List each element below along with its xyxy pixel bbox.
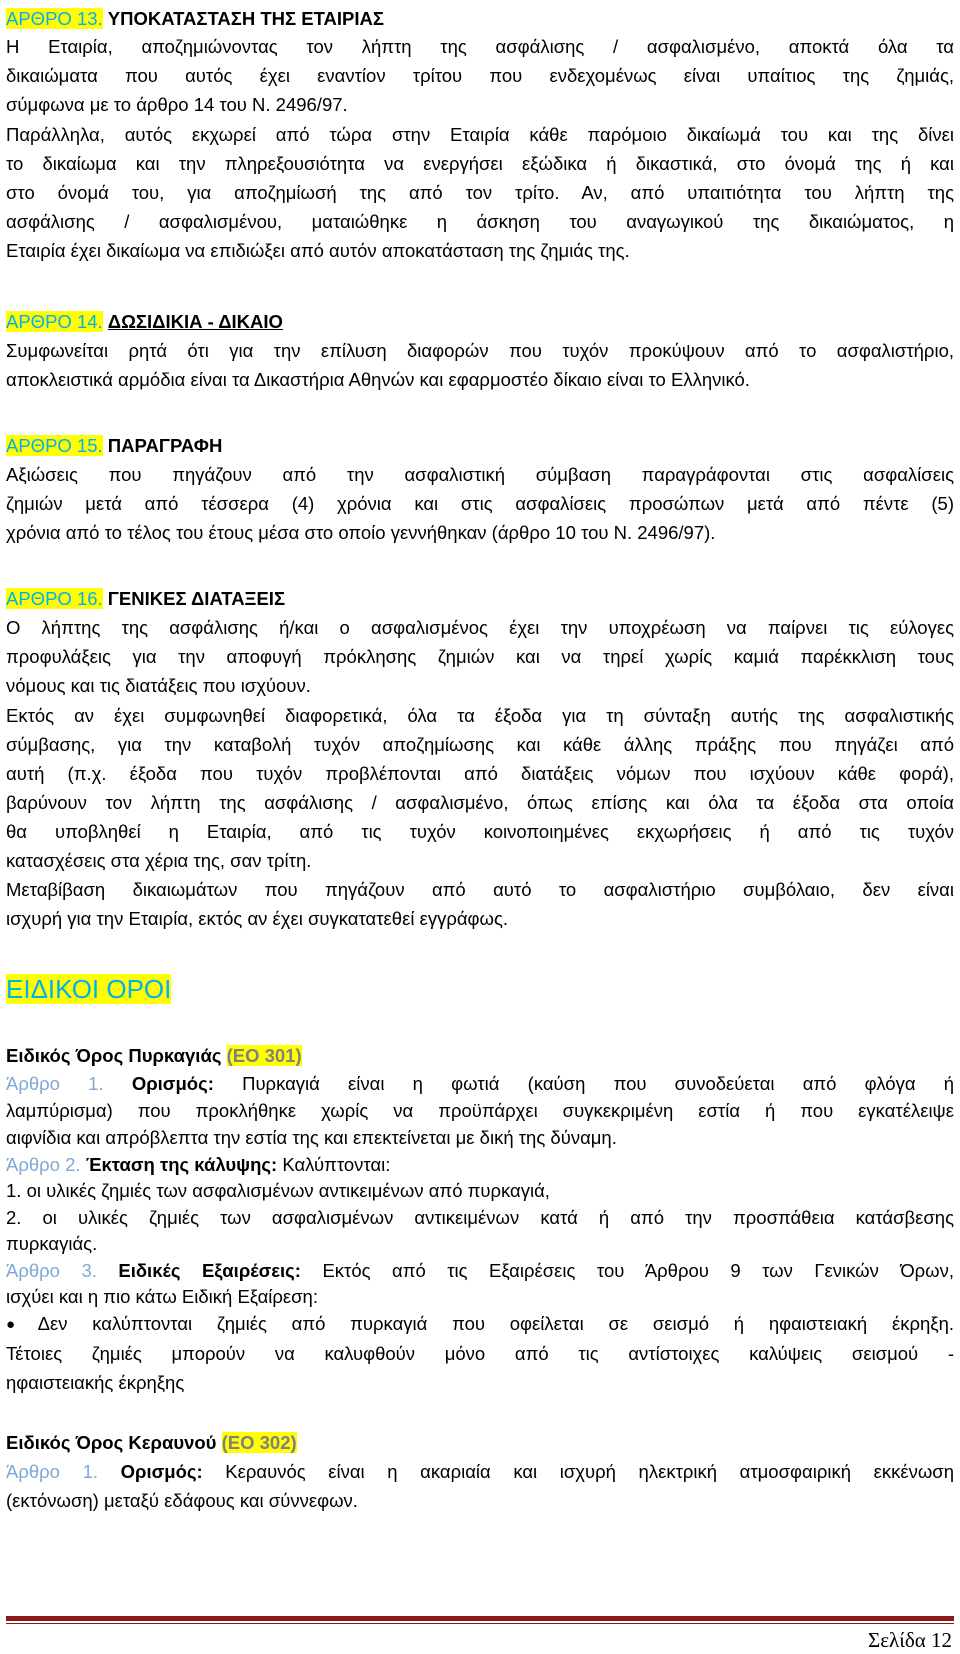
- eo301-article-1: [6, 1071, 954, 1097]
- article-15-title: ΠΑΡΑΓΡΑΦΗ: [107, 435, 223, 456]
- article-13-label: ΑΡΘΡΟ 13.: [6, 8, 103, 29]
- eo301-code: (ΕΟ 301): [226, 1045, 302, 1066]
- article-16-line: Ο λήπτης της ασφάλισης ή/και ο ασφαλισμένος έχει την υποχρέωση να παίρνει τις εύλογες: [6, 617, 954, 638]
- article-16-line: Μεταβίβαση δικαιωμάτων που πηγάζουν από αυτό το ασφαλιστήριο συμβόλαιο, δεν είναι: [6, 879, 954, 900]
- article-16-line: Εκτός αν έχει συμφωνηθεί διαφορετικά, όλα τα έξοδα για τη σύνταξη αυτής της ασφαλιστικής: [6, 705, 954, 726]
- eo301-article-3-term: Ειδικές Εξαιρέσεις:: [118, 1260, 301, 1281]
- article-15-line: Αξιώσεις που πηγάζουν από την ασφαλιστική σύμβαση παραγράφονται στις ασφαλίσεις: [6, 464, 954, 485]
- eo301-list-item: 2. οι υλικές ζημιές των ασφαλισμένων αντικειμένων κατά ή από την προσπάθεια κατάσβεσης: [6, 1207, 954, 1228]
- eo301-article-2: [6, 1152, 954, 1178]
- footer-rule: [6, 1616, 954, 1621]
- article-14-title: ΔΩΣΙΔΙΚΙΑ - ΔΙΚΑΙΟ: [107, 311, 283, 332]
- eo301-line: πυρκαγιάς.: [6, 1233, 98, 1254]
- article-16-label: ΑΡΘΡΟ 16.: [6, 588, 103, 609]
- article-16-line: σύμβασης, για την καταβολή τυχόν αποζημίωσης και κάθε άλλης πράξης που πηγάζει από: [6, 734, 954, 755]
- article-13-line: ασφάλισης / ασφαλισμένου, ματαιώθηκε η άσκηση του αναγωγικού της δικαιώματος, η: [6, 211, 954, 232]
- article-13-line: Η Εταιρία, αποζημιώνοντας τον λήπτη της ασφάλισης / ασφαλισμένο, αποκτά όλα τα: [6, 36, 954, 57]
- eo301-line: Τέτοιες ζημιές μπορούν να καλυφθούν μόνο από τις αντίστοιχες καλύψεις σεισμού -: [6, 1343, 954, 1364]
- eo301-article-3: [6, 1258, 954, 1284]
- eo302-article-1-term: Ορισμός:: [120, 1461, 203, 1482]
- article-13-title: ΥΠΟΚΑΤΑΣΤΑΣΗ ΤΗΣ ΕΤΑΙΡΙΑΣ: [107, 8, 384, 29]
- eo301-article-3-label: Άρθρο 3.: [6, 1260, 97, 1281]
- article-16-line: ισχυρή για την Εταιρία, εκτός αν έχει συγκατατεθεί εγγράφως.: [6, 908, 509, 929]
- article-13-line: το δικαίωμα και την πληρεξουσιότητα να ενεργήσει εξώδικα ή δικαστικά, στο όνομά της ή και: [6, 153, 954, 174]
- eo301-bullet-text: Δεν καλύπτονται ζημιές από πυρκαγιά που οφείλεται σε σεισμό ή ηφαιστειακή έκρηξη.: [37, 1313, 954, 1334]
- article-16-line: κατασχέσεις στα χέρια της, σαν τρίτη.: [6, 850, 312, 871]
- article-15-label: ΑΡΘΡΟ 15.: [6, 435, 103, 456]
- eo301-article-2-text: Καλύπτονται:: [282, 1154, 391, 1175]
- article-16-line: αυτή (π.χ. έξοδα που τυχόν προβλέπονται από διατάξεις νόμων που ισχύουν κάθε φορά),: [6, 763, 954, 784]
- article-14-line: αποκλειστικά αρμόδια είναι τα Δικαστήρια Αθηνών και εφαρμοστέο δίκαιο είναι το Ελληνικό.: [6, 369, 750, 390]
- article-15-line: χρόνια από το τέλος του έτους μέσα στο οποίο γεννήθηκαν (άρθρο 10 του Ν. 2496/97).: [6, 522, 716, 543]
- eo302-heading: [6, 1430, 954, 1456]
- eo301-article-2-term: Έκταση της κάλυψης:: [85, 1154, 278, 1175]
- eo301-heading: [6, 1043, 954, 1069]
- eo301-list-item: 1. οι υλικές ζημιές των ασφαλισμένων αντικειμένων από πυρκαγιά,: [6, 1180, 550, 1201]
- article-16-line: βαρύνουν τον λήπτη της ασφάλισης / ασφαλισμένο, όπως επίσης και όλα τα έξοδα στα οποία: [6, 792, 954, 813]
- article-16-title: ΓΕΝΙΚΕΣ ΔΙΑΤΑΞΕΙΣ: [107, 588, 286, 609]
- eo302-code: (ΕΟ 302): [221, 1432, 297, 1453]
- article-16-line: νόμους και τις διατάξεις που ισχύουν.: [6, 675, 311, 696]
- eo302-article-1-label: Άρθρο 1.: [6, 1461, 99, 1482]
- eo301-title: Ειδικός Όρος Πυρκαγιάς: [6, 1045, 222, 1066]
- article-13-line: Παράλληλα, αυτός εκχωρεί από τώρα στην Εταιρία κάθε παρόμοιο δικαίωμά του και της δίνει: [6, 124, 954, 145]
- eo301-article-2-label: Άρθρο 2.: [6, 1154, 81, 1175]
- eo301-line: αιφνίδια και απρόβλεπτα την εστία της και επεκτείνεται με δική της δύναμη.: [6, 1127, 617, 1148]
- eo301-article-3-text: Εκτός από τις Εξαιρέσεις του Άρθρου 9 των Γενικών Όρων,: [322, 1260, 955, 1281]
- special-terms-heading: [6, 973, 954, 1005]
- eo302-line: (εκτόνωση) μεταξύ εδάφους και σύννεφων.: [6, 1490, 358, 1511]
- eo302-title: Ειδικός Όρος Κεραυνού: [6, 1432, 217, 1453]
- article-14-line: Συμφωνείται ρητά ότι για την επίλυση διαφορών που τυχόν προκύψουν από το ασφαλιστήριο,: [6, 340, 954, 361]
- eo301-article-1-text: Πυρκαγιά είναι η φωτιά (καύση που συνοδεύεται από φλόγα ή: [242, 1073, 955, 1094]
- eo301-article-1-label: Άρθρο 1.: [6, 1073, 104, 1094]
- eo302-article-1: [6, 1459, 954, 1485]
- eo301-line: ισχύει και η πιο κάτω Ειδική Εξαίρεση:: [6, 1286, 318, 1307]
- article-14-heading: [6, 309, 954, 335]
- footer-rule-thin: [6, 1623, 954, 1624]
- article-13-heading: [6, 6, 954, 32]
- page-number: Σελίδα 12: [867, 1628, 952, 1652]
- article-14-label: ΑΡΘΡΟ 14.: [6, 311, 103, 332]
- article-13-line: Εταιρία έχει δικαίωμα να επιδιώξει από αυτόν αποκατάσταση της ζημιάς της.: [6, 240, 630, 261]
- article-13-line: σύμφωνα με το άρθρο 14 του Ν. 2496/97.: [6, 94, 348, 115]
- article-15-line: ζημιών μετά από τέσσερα (4) χρόνια και στις ασφαλίσεις προσώπων μετά από πέντε (5): [6, 493, 954, 514]
- special-terms-title: ΕΙΔΙΚΟΙ ΟΡΟΙ: [6, 974, 172, 1004]
- article-15-heading: [6, 433, 954, 459]
- article-16-line: προφυλάξεις για την αποφυγή πρόκλησης ζημιών και να τηρεί χωρίς καμιά παρέκκλιση τους: [6, 646, 954, 667]
- bullet-icon: ●: [6, 1316, 35, 1333]
- article-16-line: θα υποβληθεί η Εταιρία, από τις τυχόν κοινοποιημένες εκχωρήσεις ή από τις τυχόν: [6, 821, 954, 842]
- eo301-bullet-item: [6, 1311, 954, 1337]
- article-13-line: στο όνομά του, για αποζημίωσή της από τον τρίτο. Αν, από υπαιτιότητα του λήπτη της: [6, 182, 954, 203]
- eo301-line: λαμπύρισμα) που προκλήθηκε χωρίς να προϋπάρχει συγκεκριμένη εστία ή που εγκατέλειψε: [6, 1100, 954, 1121]
- eo301-line: ηφαιστειακής έκρηξης: [6, 1372, 185, 1393]
- eo301-article-1-term: Ορισμός:: [131, 1073, 214, 1094]
- article-13-line: δικαιώματα που αυτός έχει εναντίον τρίτου που ενδεχομένως είναι υπαίτιος της ζημιάς,: [6, 65, 954, 86]
- article-16-heading: [6, 586, 954, 612]
- eo302-article-1-text: Κεραυνός είναι η ακαριαία και ισχυρή ηλεκτρική ατμοσφαιρική εκκένωση: [225, 1461, 954, 1482]
